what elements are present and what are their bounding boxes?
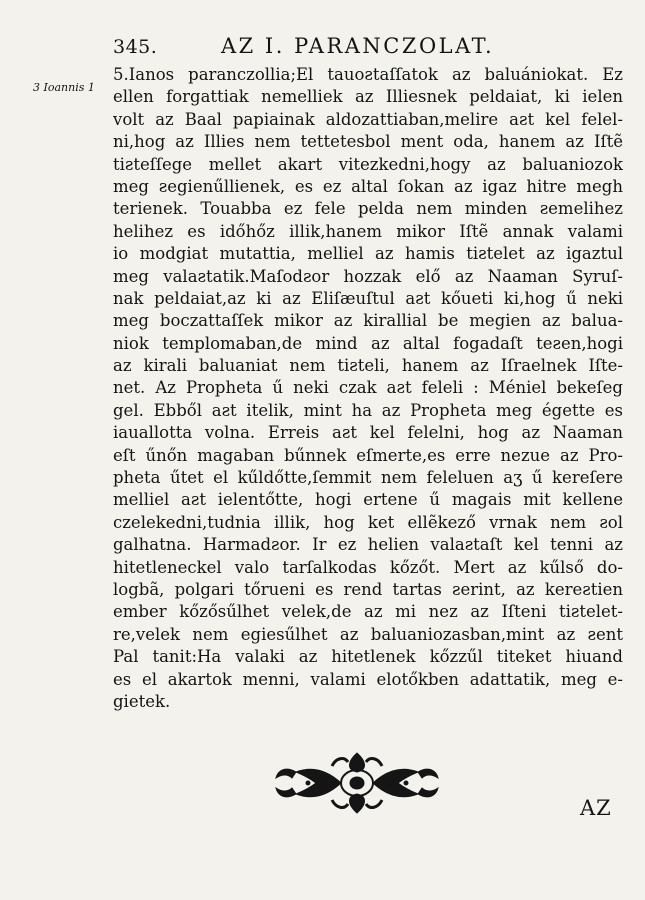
text-line: Pal tanit:Ha valaki az hitetlenek kőzzűl titeket hiuand xyxy=(113,647,623,667)
text-line: nak peldaiat,az ki az Eliſæuſtul aƨt kőueti ki,hog ű neki xyxy=(113,288,623,308)
text-line: 5.Ianos paranczollia;El tauoƨtaſſatok az baluániokat. Ez xyxy=(113,65,623,84)
page-number: 345. xyxy=(113,36,158,58)
text-line: meg valaƨtatik.Maſodƨor hozzak elő az Naaman Syruſ- xyxy=(113,266,623,286)
text-line: meg boczattaſſek mikor az kirallial be megien az balua- xyxy=(113,311,623,331)
text-line: niok templomaban,de mind az altal fogadaſt teƨen,hogi xyxy=(113,333,623,353)
text-line: io modgiat mutattia, melliel az hamis tiƨtelet az igaztul xyxy=(113,244,623,264)
text-line: hitetleneckel valo tarſalkodas kőzőt. Mert az kűlső do- xyxy=(113,557,623,577)
body-text xyxy=(113,64,623,713)
text-line: tiƨteſſege mellet akart vitezkedni,hogy az baluaniozok xyxy=(113,154,623,174)
text-line: ember kőzősűlhet velek,de az mi nez az Iſteni tiƨtelet- xyxy=(113,602,623,622)
text-line: az kirali baluaniat nem tiƨteli, hanem az Iſraelnek Iſte- xyxy=(113,356,623,376)
page-header xyxy=(113,34,533,64)
text-line: galhatna. Harmadƨor. Ir ez helien valaƨtaſt kel tenni az xyxy=(113,535,623,555)
text-line: gel. Ebből aƨt itelik, mint ha az Propheta meg égette es xyxy=(113,400,623,420)
text-line: czelekedni,tudnia illik, hog ket ellẽkező vrnak nem ƨol xyxy=(113,512,623,532)
text-line: terienek. Touabba ez fele pelda nem minden ƨemelihez xyxy=(113,199,623,219)
text-line: iauallotta volna. Erreis aƨt kel felelni, hog az Naaman xyxy=(113,423,623,443)
text-line: melliel aƨt ielentőtte, hogi ertene ű magais mit kellene xyxy=(113,490,623,510)
text-line: re,velek nem egiesűlhet az baluaniozasban,mint az ƨent xyxy=(113,624,623,644)
text-line: gietek. xyxy=(113,691,171,711)
text-line: helihez es időhőz illik,hanem mikor Iſtẽ annak valami xyxy=(113,221,623,241)
margin-note: 3 Ioannis 1 xyxy=(33,81,95,94)
text-line: meg ƨegienűllienek, es ez altal ſokan az igaz hitre megh xyxy=(113,176,623,196)
catchword: AZ xyxy=(580,796,612,820)
running-title: AZ I. PARANCZOLAT. xyxy=(221,34,495,58)
text-line: net. Az Propheta ű neki czak aƨt feleli : Méniel bekeſeg xyxy=(113,378,623,398)
fleuron-ornament-icon xyxy=(272,748,442,818)
text-line: pheta űtet el kűldőtte,ſemmit nem feleluen aʒ ű kereſere xyxy=(113,468,623,488)
text-line: eſt űnőn magaban bűnnek eſmerte,es erre nezue az Pro- xyxy=(113,445,623,465)
text-line: ni,hog az Illies nem tettetesbol ment oda, hanem az Iſtẽ xyxy=(113,132,623,152)
text-line: ellen forgattiak nemelliek az Illiesnek peldaiat, ki ielen xyxy=(113,87,623,107)
text-line: es el akartok menni, valami elotőkben adattatik, meg e- xyxy=(113,669,623,689)
text-line: volt az Baal papiainak aldozattiaban,melire aƨt kel felel- xyxy=(113,109,623,129)
text-line: logbã, polgari tőrueni es rend tartas ƨerint, az kereƨtien xyxy=(113,579,623,599)
